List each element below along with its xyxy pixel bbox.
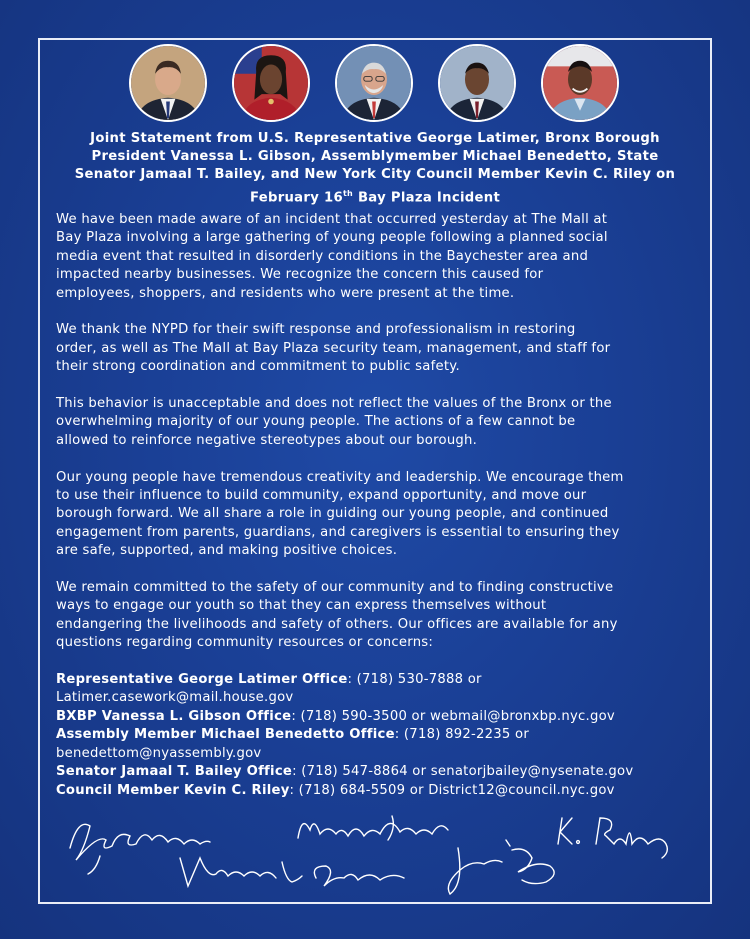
portrait-bailey bbox=[438, 44, 516, 122]
title-line-3: Senator Jamaal T. Bailey, and New York City Council Member Kevin C. Riley on bbox=[74, 167, 676, 183]
contact-office-name: Senator Jamaal T. Bailey Office bbox=[56, 764, 293, 780]
portrait-gibson bbox=[232, 44, 310, 122]
signature-benedetto bbox=[298, 816, 448, 840]
signature-riley bbox=[558, 818, 667, 858]
title-date-suffix: th bbox=[342, 188, 354, 198]
contact-gibson bbox=[56, 708, 696, 726]
contact-bailey bbox=[56, 763, 696, 781]
title-line-4-date: February 16 bbox=[249, 190, 343, 205]
contact-office-name: Assembly Member Michael Benedetto Office bbox=[56, 727, 395, 743]
signature-bailey bbox=[448, 840, 554, 894]
contact-riley bbox=[56, 782, 696, 800]
paragraph-young-people: Our young people have tremendous creativity and leadership. We encourage them to use their influence to build community, expand opportunity, and move our borough forward. We all share a role in guiding our young people, and continued engagement from parents, guardians, and caregivers is essential to ensuring they are safe, supported, and making positive choices. bbox=[56, 469, 624, 559]
contact-benedetto bbox=[56, 726, 696, 763]
portrait-riley bbox=[541, 44, 619, 122]
contact-office-name: Council Member Kevin C. Riley bbox=[56, 782, 290, 798]
contact-office-name: Representative George Latimer Office bbox=[56, 672, 348, 688]
paragraph-commitment: We remain committed to the safety of our community and to finding constructive ways to engage our youth so that they can express themselves without endangering the livelihoods and safety of others. Our offices are available for any questions regarding community resources or concerns: bbox=[56, 580, 618, 651]
portrait-row bbox=[0, 44, 750, 126]
title-line-1: Joint Statement from U.S. Representative George Latimer, Bronx Borough bbox=[90, 131, 660, 146]
contact-details: : (718) 530-7888 or bbox=[347, 672, 482, 688]
paragraph-thanks: We thank the NYPD for their swift response and professionalism in restoring order, as well as The Mall at Bay Plaza security team, management, and staff for their strong coordination and commitment to public safety. bbox=[56, 322, 611, 375]
signature-block bbox=[40, 800, 710, 900]
signature-latimer bbox=[70, 824, 210, 874]
contact-email: Latimer.casework@mail.house.gov bbox=[56, 690, 294, 706]
contact-latimer bbox=[56, 671, 696, 708]
contact-email: benedettom@nyassembly.gov bbox=[56, 745, 262, 761]
signature-gibson bbox=[180, 858, 404, 886]
contact-list bbox=[56, 671, 696, 800]
contact-details: : (718) 547-8864 or senatorjbailey@nysenate.gov bbox=[292, 764, 634, 780]
statement-title bbox=[60, 130, 690, 207]
portrait-latimer bbox=[129, 44, 207, 122]
contact-details: : (718) 892-2235 or bbox=[394, 727, 529, 743]
title-line-4-rest: Bay Plaza Incident bbox=[353, 190, 501, 205]
contact-details: : (718) 590-3500 or webmail@bronxbp.nyc.gov bbox=[291, 708, 615, 724]
contact-details: : (718) 684-5509 or District12@council.nyc.gov bbox=[289, 782, 615, 798]
statement-body bbox=[56, 211, 696, 800]
contact-office-name: BXBP Vanessa L. Gibson Office bbox=[56, 708, 292, 724]
paragraph-incident: We have been made aware of an incident that occurred yesterday at The Mall at Bay Plaza involving a large gathering of young people following a planned social media event that resulted in disorderly conditions in the Baychester area and impacted nearby businesses. We recognize the concern this caused for employees, shoppers, and residents who were present at the time. bbox=[56, 212, 608, 301]
portrait-benedetto bbox=[335, 44, 413, 122]
paragraph-behavior: This behavior is unacceptable and does not reflect the values of the Bronx or the overwhelming majority of our young people. The actions of a few cannot be allowed to reinforce negative stereotypes about our borough. bbox=[56, 396, 612, 448]
title-line-2: President Vanessa L. Gibson, Assemblymember Michael Benedetto, State bbox=[91, 149, 659, 165]
